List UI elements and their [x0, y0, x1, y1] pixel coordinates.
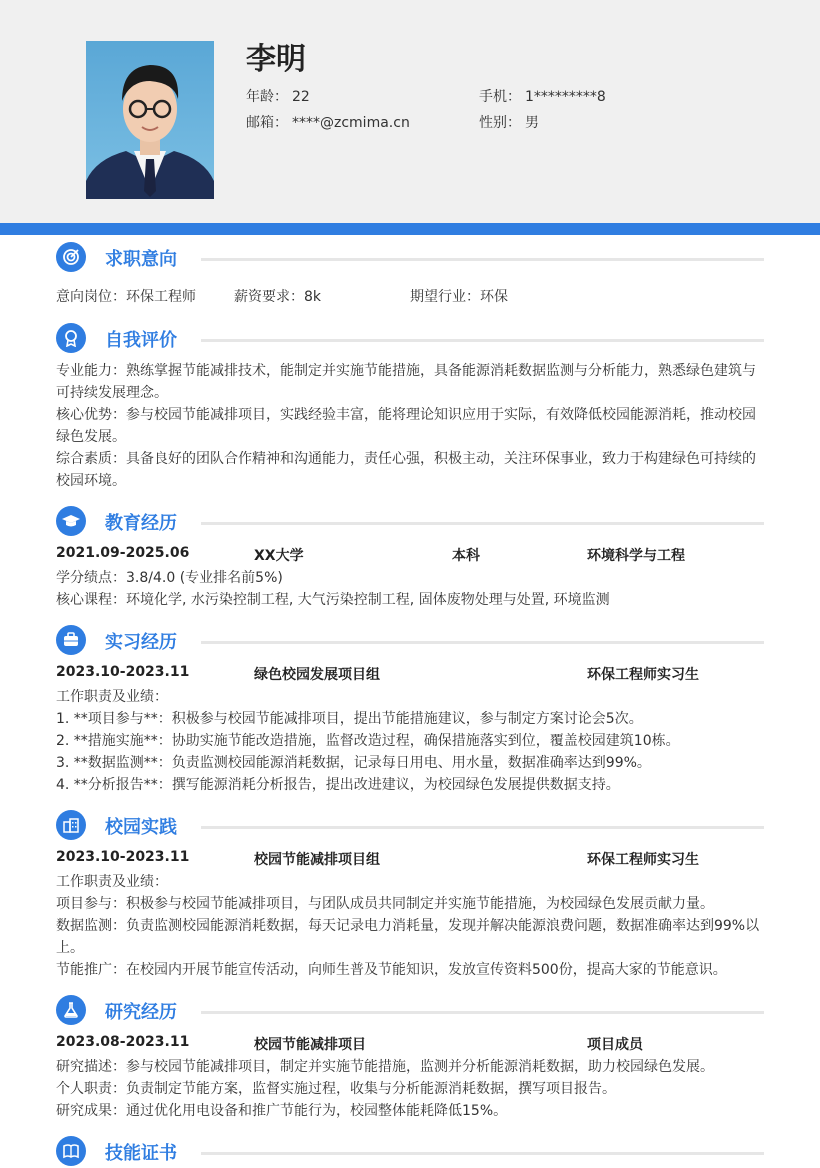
gender-label: 性别： — [479, 115, 521, 131]
campus-line: 项目参与：积极参与校园节能减排项目，与团队成员共同制定并实施节能措施，为校园绿色发展贡献力量。 — [56, 896, 714, 912]
internship-org: 绿色校园发展项目组 — [254, 667, 380, 683]
internship-line: 工作职责及业绩： — [56, 689, 168, 705]
campus-details — [56, 871, 764, 981]
campus-line: 节能推广：在校园内开展节能宣传活动，向师生普及节能知识，发放宣传资料500份，提高大家的节能意识。 — [56, 962, 727, 978]
phone-label: 手机： — [479, 89, 521, 105]
research-line: 研究描述：参与校园节能减排项目，制定并实施节能措施，监测并分析能源消耗数据，助力校园绿色发展。 — [56, 1059, 714, 1075]
section-divider — [201, 1152, 764, 1155]
section-title: 技能证书 — [105, 1143, 177, 1164]
phone-value: 1*********8 — [525, 89, 606, 105]
self-eval-paragraph: 综合素质：具备良好的团队合作精神和沟通能力，责任心强，积极主动，关注环保事业，致力于构建绿色可持续的校园环境。 — [56, 451, 756, 489]
buildings-icon — [56, 810, 86, 840]
award-icon — [56, 323, 86, 353]
section-self-evaluation — [56, 323, 764, 355]
campus-role: 环保工程师实习生 — [587, 852, 699, 868]
book-icon — [56, 1136, 86, 1166]
email-info — [246, 112, 410, 132]
graduation-cap-icon — [56, 506, 86, 536]
internship-role: 环保工程师实习生 — [587, 667, 699, 683]
section-divider — [201, 826, 764, 829]
section-divider — [201, 339, 764, 342]
internship-line: 4. **分析报告**：撰写能源消耗分析报告，提出改进建议，为校园绿色发展提供数据支持。 — [56, 777, 620, 793]
intent-industry: 期望行业：环保 — [410, 289, 508, 305]
age-label: 年龄： — [246, 89, 288, 105]
education-details — [56, 567, 764, 611]
campus-header-row — [56, 849, 764, 871]
education-date: 2021.09-2025.06 — [56, 545, 190, 561]
section-title: 求职意向 — [105, 249, 177, 270]
internship-line: 2. **措施实施**：协助实施节能改造措施，监督改造过程，确保措施落实到位，覆盖校园建筑10栋。 — [56, 733, 680, 749]
education-school: XX大学 — [254, 548, 304, 564]
intent-salary: 薪资要求：8k — [234, 289, 322, 305]
section-title: 研究经历 — [105, 1002, 177, 1023]
section-title: 教育经历 — [105, 513, 177, 534]
section-education — [56, 506, 764, 538]
research-date: 2023.08-2023.11 — [56, 1034, 190, 1050]
internship-header-row — [56, 664, 764, 686]
education-header-row — [56, 545, 764, 567]
education-degree: 本科 — [452, 548, 480, 564]
campus-org: 校园节能减排项目组 — [254, 852, 380, 868]
section-internship — [56, 625, 764, 657]
gender-info — [479, 112, 539, 132]
research-line: 研究成果：通过优化用电设备和推广节能行为，校园整体能耗降低15%。 — [56, 1103, 508, 1119]
research-line: 个人职责：负责制定节能方案，监督实施过程，收集与分析能源消耗数据，撰写项目报告。 — [56, 1081, 616, 1097]
section-divider — [201, 1011, 764, 1014]
header-accent-bar — [0, 223, 820, 235]
education-major: 环境科学与工程 — [587, 548, 685, 564]
section-divider — [201, 641, 764, 644]
internship-details — [56, 686, 764, 796]
research-project: 校园节能减排项目 — [254, 1037, 366, 1053]
campus-line: 数据监测：负责监测校园能源消耗数据，每天记录电力消耗量，发现并解决能源浪费问题，数据准确率达到99%以上。 — [56, 918, 760, 956]
research-details — [56, 1056, 764, 1122]
candidate-name: 李明 — [246, 42, 306, 77]
section-divider — [201, 522, 764, 525]
research-role: 项目成员 — [587, 1037, 643, 1053]
section-title: 实习经历 — [105, 632, 177, 653]
section-title: 自我评价 — [105, 330, 177, 351]
section-job-intent — [56, 242, 764, 274]
flask-icon — [56, 995, 86, 1025]
age-info — [246, 86, 310, 106]
gender-value: 男 — [525, 115, 539, 131]
internship-line: 3. **数据监测**：负责监测校园能源消耗数据，记录每日用电、用水量，数据准确率达到99%。 — [56, 755, 651, 771]
section-research — [56, 995, 764, 1027]
target-icon — [56, 242, 86, 272]
email-label: 邮箱： — [246, 115, 288, 131]
internship-line: 1. **项目参与**：积极参与校园节能减排项目，提出节能措施建议，参与制定方案讨论会5次。 — [56, 711, 643, 727]
research-header-row — [56, 1034, 764, 1056]
age-value: 22 — [292, 89, 310, 105]
self-eval-text — [56, 360, 764, 492]
internship-date: 2023.10-2023.11 — [56, 664, 190, 680]
education-courses: 核心课程：环境化学, 水污染控制工程, 大气污染控制工程, 固体废物处理与处置, 环境监测 — [56, 592, 610, 608]
section-title: 校园实践 — [105, 817, 177, 838]
section-campus-practice — [56, 810, 764, 842]
section-skills — [56, 1136, 764, 1168]
profile-photo — [86, 41, 214, 199]
self-eval-paragraph: 核心优势：参与校园节能减排项目，实践经验丰富，能将理论知识应用于实际，有效降低校园能源消耗，推动校园绿色发展。 — [56, 407, 756, 445]
intent-position: 意向岗位：环保工程师 — [56, 289, 196, 305]
campus-line: 工作职责及业绩： — [56, 874, 168, 890]
briefcase-icon — [56, 625, 86, 655]
campus-date: 2023.10-2023.11 — [56, 849, 190, 865]
phone-info — [479, 86, 606, 106]
education-gpa: 学分绩点：3.8/4.0 (专业排名前5%) — [56, 570, 283, 586]
self-eval-paragraph: 专业能力：熟练掌握节能减排技术，能制定并实施节能措施，具备能源消耗数据监测与分析能力，熟悉绿色建筑与可持续发展理念。 — [56, 363, 756, 401]
section-divider — [201, 258, 764, 261]
email-value: ****@zcmima.cn — [292, 115, 410, 131]
